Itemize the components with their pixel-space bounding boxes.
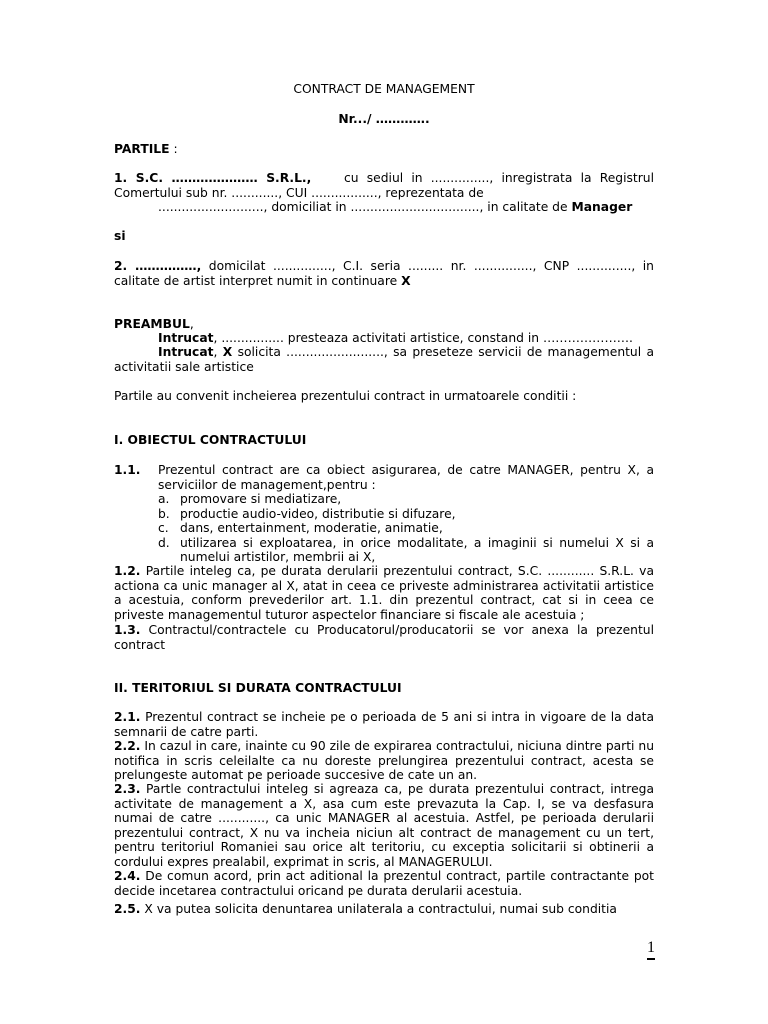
preamble-item-2: Intrucat, X solicita ........................., sa preseteze servicii de managementul a activitatii sale artistice <box>114 345 654 374</box>
clause-1-1: 1.1. Prezentul contract are ca obiect asigurarea, de catre MANAGER, pentru X, a serviciilor de management,pentru : <box>114 463 654 492</box>
document-title: CONTRACT DE MANAGEMENT <box>293 82 475 96</box>
party-1-representative: ..........................., domiciliat in ................................., in calitate de Manager <box>158 200 633 214</box>
preamble-item-1: Intrucat, ................ presteaza activitati artistice, constand in …………………. <box>158 331 633 345</box>
list-item: d. utilizarea si exploatarea, in orice modalitate, a imaginii si numelui X si a numelui artistilor, membrii ai X, <box>158 535 654 564</box>
section-2-heading: II. TERITORIUL SI DURATA CONTRACTULUI <box>114 681 402 695</box>
clause-2-3: 2.3. Partle contractului inteleg si agreaza ca, pe durata prezentului contract, intrega activitate de management a X, asa cum este prevazuta la Cap. I, se va desfasura numai de catre ............, ca unic MANAGER al acestuia. Astfel, pe perioada derularii prezentului contract, X nu va incheia niciun alt contract de management cu un tert, pentru teritoriul Romaniei sau orice alt teritoriu, cu exceptia solicitarii si obtinerii a cordului expres prealabil, exprimat in scris, al MANAGERULUI. <box>114 782 654 869</box>
list-item: a. promovare si mediatizare, <box>158 492 342 506</box>
clause-2-5: 2.5. X va putea solicita denuntarea unilaterala a contractului, numai sub conditia <box>114 902 617 916</box>
list-item: b. productie audio-video, distributie si difuzare, <box>158 506 456 521</box>
party-1-role: Manager <box>571 200 633 214</box>
agreement-sentence: Partile au convenit incheierea prezentului contract in urmatoarele conditii : <box>114 389 577 403</box>
contract-number: Nr.../ …………. <box>338 112 430 126</box>
clause-2-4: 2.4. De comun acord, prin act aditional la prezentul contract, partile contractante pot decide incetarea contractului oricand pe durata derularii acestuia. <box>114 869 654 898</box>
clause-1-1-list <box>114 492 654 565</box>
party-1-label: 1. S.C. ………………… S.R.L., <box>114 171 312 185</box>
page-number: 1 <box>647 940 655 960</box>
party-2-paragraph <box>114 259 654 288</box>
list-item: c. dans, entertainment, moderatie, animatie, <box>158 521 443 535</box>
clause-2-2: 2.2. In cazul in care, inainte cu 90 zile de expirarea contractului, niciuna dintre parti nu notifica in scris celeilalte ca nu doreste prelungirea prezentului contract, acesta se prelungeste automat pe perioade succesive de cate un an. <box>114 739 654 782</box>
clause-1-3: 1.3. Contractul/contractele cu Producatorul/producatorii se vor anexa la prezentul contract <box>114 623 654 652</box>
section-1-heading: I. OBIECTUL CONTRACTULUI <box>114 433 307 447</box>
party-1-text: cu sediul in ..............., inregistrata la Registrul Comertului sub nr. ............, CUI ................., reprezentata de <box>114 171 655 200</box>
clause-2-1: 2.1. Prezentul contract se incheie pe o perioada de 5 ani si intra in vigoare de la data semnarii de catre parti. <box>114 710 654 739</box>
party-2-label: 2. ……………, <box>114 259 202 273</box>
preamble-heading: PREAMBUL, <box>114 317 194 331</box>
and-separator: si <box>114 229 126 243</box>
party-2-role: X <box>401 273 411 288</box>
parties-heading: PARTILE : <box>114 142 178 156</box>
clause-1-2: 1.2. Partile inteleg ca, pe durata derularii prezentului contract, S.C. ............ S.R.L. va actiona ca unic manager al X, atat in ceea ce priveste administrarea activitatii artistice a acestuia, conform prevederilor art. 1.1. din prezentul contract, cat si in ceea ce priveste managementul tuturor aspectelor financiare si fiscale ale acestuia ; <box>114 564 654 622</box>
party-1-paragraph <box>114 171 654 200</box>
party-2-text: domicilat ..............., C.I. seria ......... nr. ..............., CNP .............., in calitate de artist interpret numit in continuare <box>114 259 654 288</box>
